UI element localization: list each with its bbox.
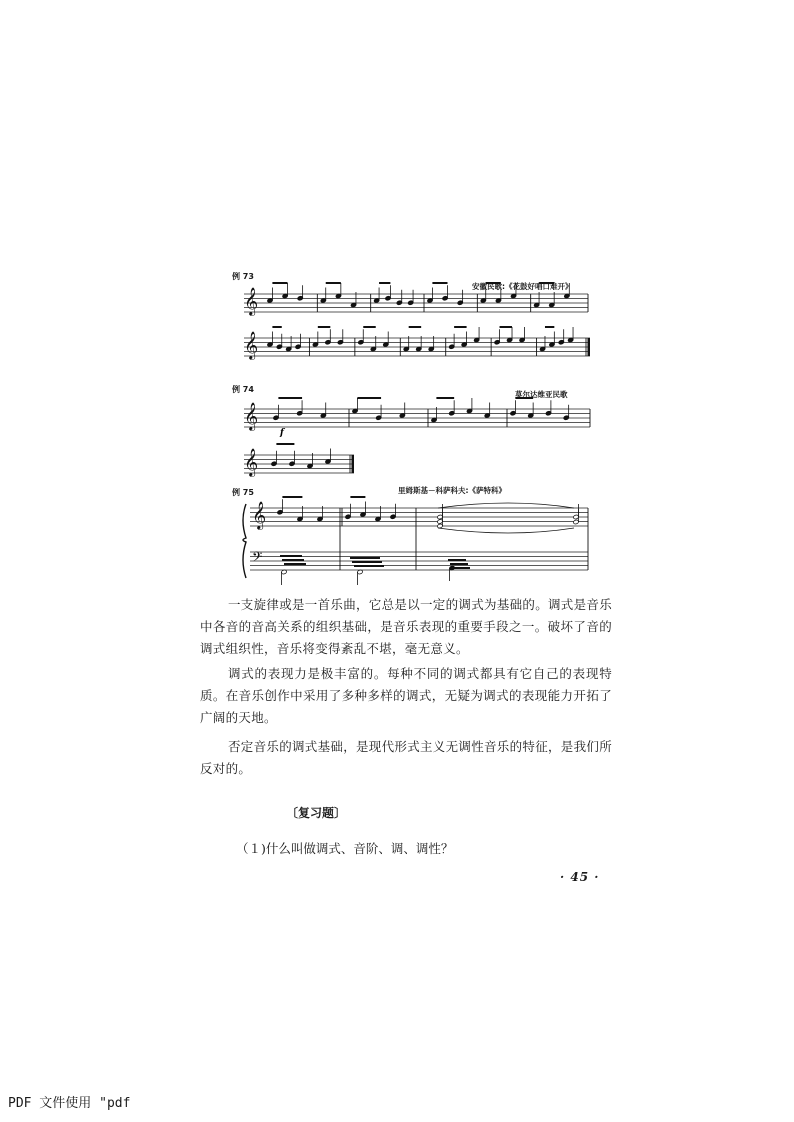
- example-74-staff-1: [240, 402, 590, 438]
- bass-clef-icon: 𝄢: [252, 549, 263, 568]
- pdf-footer-text: PDF 文件使用 "pdf: [8, 1096, 131, 1111]
- page-number: · 45 ·: [560, 870, 600, 884]
- tie-arc: [438, 528, 574, 533]
- treble-clef-icon: 𝄞: [244, 331, 259, 359]
- treble-clef-icon: 𝄞: [244, 287, 259, 315]
- example-73-staff-2: [240, 331, 590, 360]
- example-75-source: 里姆斯基－科萨科夫:《萨特科》: [398, 486, 506, 495]
- paragraph-1: 一支旋律或是一首乐曲，它总是以一定的调式为基础的。调式是音乐中各音的音高关系的组织基础，是音乐表现的重要手段之一。破坏了音的调式组织性，音乐将变得紊乱不堪，毫无意义。: [200, 597, 613, 656]
- double-barline-thick: [352, 455, 355, 473]
- dynamic-f-marking: f: [280, 428, 284, 438]
- example-73-staff-1: [240, 287, 590, 316]
- example-74-staff-2: [240, 448, 356, 477]
- example-74-source: 莫尔达维亚民歌: [515, 390, 568, 399]
- example-75-grand-staff: [240, 500, 590, 582]
- treble-clef-icon: 𝄞: [252, 501, 267, 529]
- paragraph-3: 否定音乐的调式基础，是现代形式主义无调性音乐的特征，是我们所反对的。: [200, 739, 613, 776]
- example-74-label: 例 74: [232, 385, 254, 394]
- review-question-1: （１)什么叫做调式、音阶、调、调性？: [236, 841, 454, 856]
- double-barline-thick: [588, 338, 591, 356]
- treble-clef-icon: 𝄞: [244, 448, 259, 476]
- review-heading: 〔复习题〕: [286, 806, 347, 820]
- paragraph-2: 调式的表现力是极丰富的。每种不同的调式都具有它自己的表现特质。在音乐创作中采用了多种多样的调式，无疑为调式的表现能力开拓了广阔的天地。: [200, 666, 612, 725]
- brace-icon: [243, 504, 246, 578]
- treble-clef-icon: 𝄞: [244, 402, 259, 430]
- example-73-source: 安徽民歌:《花鼓好唱口难开》: [472, 282, 573, 291]
- tie-arc: [438, 503, 574, 508]
- example-75-label: 例 75: [232, 488, 254, 497]
- example-73-label: 例 73: [232, 272, 254, 281]
